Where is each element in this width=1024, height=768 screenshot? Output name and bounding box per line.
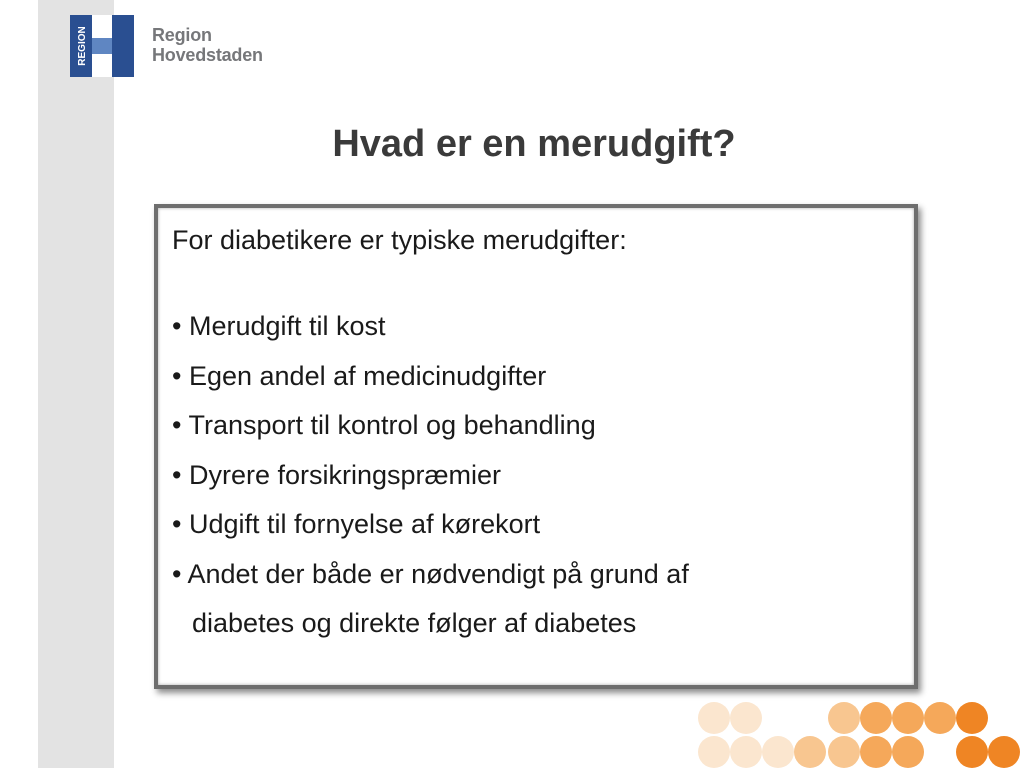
list-item [172, 451, 689, 501]
bullet-glyph: • [172, 360, 182, 391]
left-side-band [38, 0, 114, 768]
dot-row-top [698, 702, 988, 734]
bullet-glyph: • [172, 410, 182, 440]
list-item-text: Transport til kontrol og behandling [188, 410, 596, 440]
list-item-text: Merudgift til kost [188, 311, 386, 341]
region-hovedstaden-logo-icon [70, 15, 134, 77]
logo-right-bar [112, 15, 134, 77]
list-item-continuation: diabetes og direkte følger af diabetes [192, 608, 637, 638]
dot-row-bottom [698, 736, 1020, 768]
logo-name-line2: Hovedstaden [152, 45, 263, 65]
bullet-glyph: • [172, 459, 182, 490]
list-item [172, 302, 689, 352]
bullet-list [172, 302, 689, 649]
decorative-dots-icon [690, 700, 1024, 768]
logo-emblem-text: REGION [77, 26, 88, 66]
list-item-text: Dyrere forsikringspræmier [188, 459, 502, 490]
logo-crossbar [92, 38, 112, 54]
list-item [172, 550, 689, 649]
bullet-glyph: • [172, 558, 182, 589]
bullet-glyph: • [172, 311, 182, 341]
logo-name-line1: Region [152, 25, 212, 45]
page-title: Hvad er en merudgift? [332, 123, 736, 165]
logo-wordmark [152, 25, 263, 65]
list-item-text: Udgift til fornyelse af kørekort [188, 509, 541, 539]
intro-text: For diabetikere er typiske merudgifter: [172, 225, 627, 255]
list-item [172, 352, 689, 402]
list-item-text: Andet der både er nødvendigt på grund af [187, 558, 689, 589]
list-item-text: Egen andel af medicinudgifter [188, 360, 547, 391]
content-box [154, 204, 918, 689]
list-item [172, 500, 689, 550]
bullet-glyph: • [172, 509, 182, 539]
list-item [172, 401, 689, 451]
